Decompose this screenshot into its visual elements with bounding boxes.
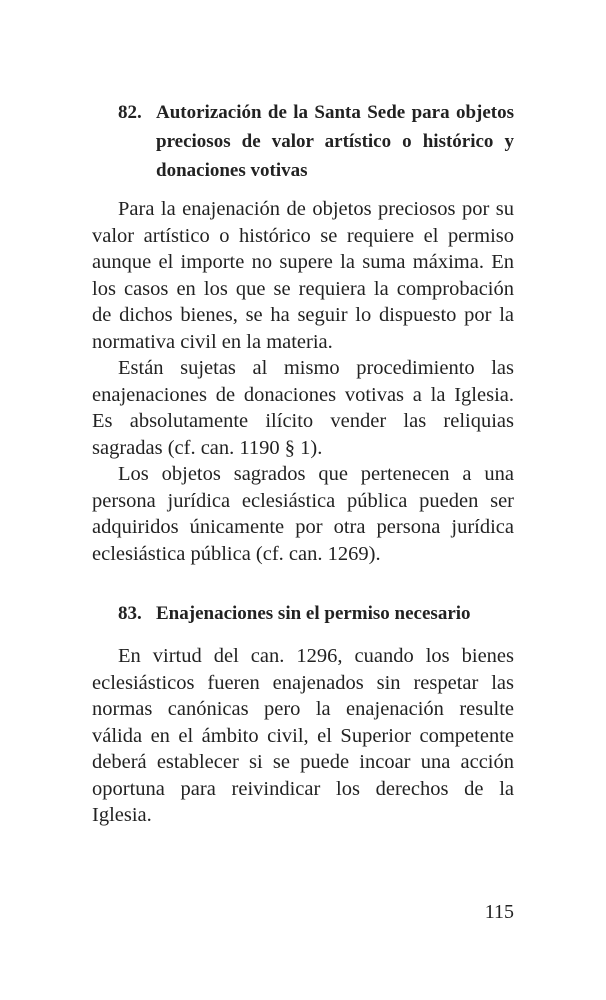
- section-82-paragraph-1: Para la enajenación de objetos preciosos por su valor artístico o histórico se requiere el permiso aunque el importe no supere la suma máxima. En los casos en los que se requiera la comprobación de dichos bienes, se ha seguir lo dispuesto por la normativa civil en la materia.: [92, 198, 514, 353]
- section-83-paragraph-1: En virtud del can. 1296, cuando los bienes eclesiásticos fueren enajenados sin respetar las normas canónicas pero la enajenación resulte válida en el ámbito civil, el Superior competente deberá establecer si se puede incoar una acción oportuna para reivindicar los derechos de la Iglesia.: [92, 645, 514, 826]
- page-body: [92, 98, 514, 829]
- section-82-paragraph-2: Están sujetas al mismo procedimiento las enajenaciones de donaciones votivas a la Iglesia. Es absolutamente ilícito vender las reliquias sagradas (cf. can. 1190 § 1).: [92, 357, 514, 459]
- section-83-title: Enajenaciones sin el permiso necesario: [156, 603, 471, 624]
- section-83-heading: [92, 599, 514, 628]
- section-82-paragraph-3: Los objetos sagrados que pertenecen a una persona jurídica eclesiástica pública pueden ser adquiridos únicamente por otra persona jurídica eclesiástica pública (cf. can. 1269).: [92, 463, 514, 565]
- section-82-title: Autorización de la Santa Sede para objetos preciosos de valor artístico o histórico y donaciones votivas: [156, 102, 514, 181]
- section-82-number: 82.: [118, 102, 142, 123]
- section-83-number: 83.: [118, 603, 142, 624]
- page-number: 115: [484, 901, 514, 923]
- section-82-heading: [92, 98, 514, 185]
